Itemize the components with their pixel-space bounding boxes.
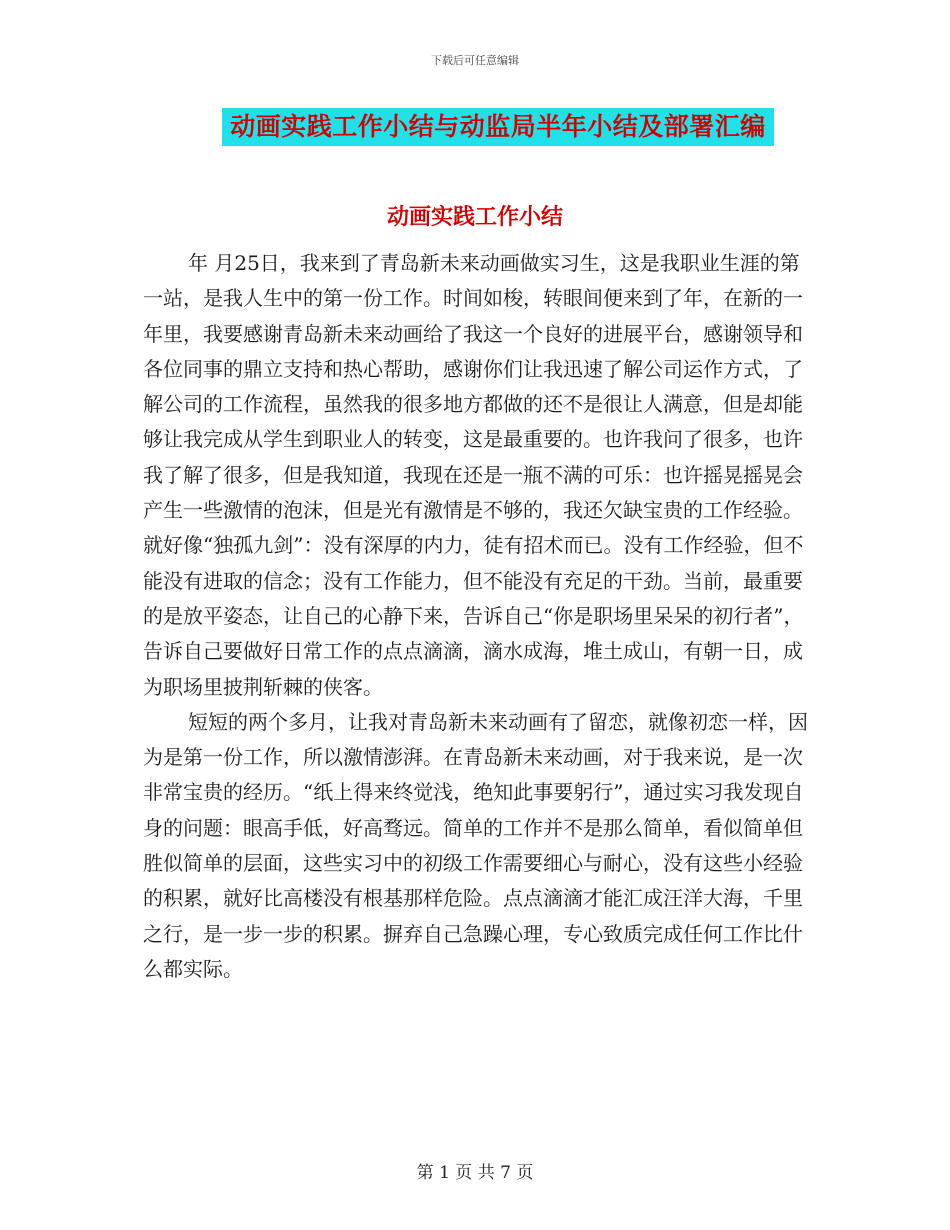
header-note: 下载后可任意编辑 [431, 54, 519, 67]
paragraph-1: 年 月25日，我来到了青岛新未来动画做实习生，这是我职业生涯的第一站，是我人生中的第一份工作。时间如梭，转眼间便来到了年，在新的一年里，我要感谢青岛新未来动画给了我这一个良好的进展平台，感谢领导和各位同事的鼎立支持和热心帮助，感谢你们让我迅速了解公司运作方式，了解公司的工作流程，虽然我的很多地方都做的还不是很让人满意，但是却能够让我完成从学生到职业人的转变，这是最重要的。也许我问了很多，也许我了解了很多，但是我知道，我现在还是一瓶不满的可乐：也许摇晃摇晃会产生一些激情的泡沫，但是光有激情是不够的，我还欠缺宝贵的工作经验。就好像“独孤九剑”：没有深厚的内力，徒有招术而已。没有工作经验，但不能没有进取的信念；没有工作能力，但不能没有充足的干劲。当前，最重要的是放平姿态，让自己的心静下来，告诉自己“你是职场里呆呆的初行者”，告诉自己要做好日常工作的点点滴滴，滴水成海，堆土成山，有朝一日，成为职场里披荆斩棘的侠客。 [143, 251, 804, 699]
page-number: 第 1 页 共 7 页 [416, 1163, 534, 1183]
document-body [143, 246, 813, 987]
document-title: 动画实践工作小结与动监局半年小结及部署汇编 [222, 108, 774, 146]
paragraph-2: 短短的两个多月，让我对青岛新未来动画有了留恋，就像初恋一样，因为是第一份工作，所以激情澎湃。在青岛新未来动画，对于我来说，是一次非常宝贵的经历。“纸上得来终觉浅，绝知此事要躬行”，通过实习我发现自身的问题：眼高手低，好高骛远。简单的工作并不是那么简单，看似简单但胜似简单的层面，这些实习中的初级工作需要细心与耐心，没有这些小经验的积累，就好比高楼没有根基那样危险。点点滴滴才能汇成汪洋大海，千里之行，是一步一步的积累。摒弃自己急躁心理，专心致质完成任何工作比什么都实际。 [143, 709, 808, 981]
section-title: 动画实践工作小结 [386, 204, 563, 230]
